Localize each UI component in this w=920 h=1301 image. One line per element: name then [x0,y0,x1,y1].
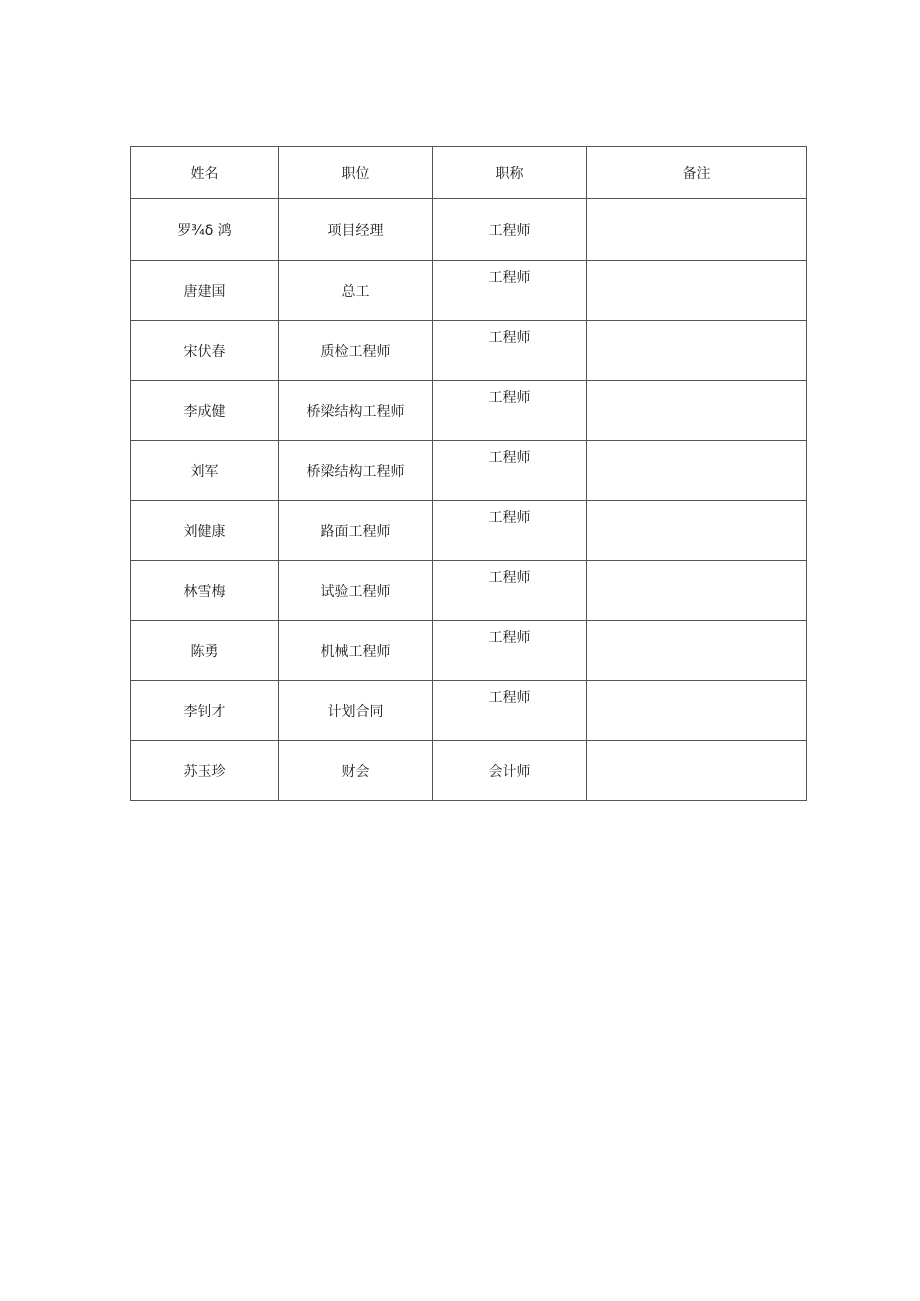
cell-position: 桥梁结构工程师 [279,441,433,501]
cell-position: 计划合同 [279,681,433,741]
table-row [131,261,807,321]
cell-title: 工程师 [433,199,587,261]
cell-remark [587,381,807,441]
cell-title: 工程师 [433,261,587,321]
cell-remark [587,741,807,801]
cell-position: 质检工程师 [279,321,433,381]
cell-title: 会计师 [433,741,587,801]
cell-name: 陈勇 [131,621,279,681]
cell-name: 苏玉珍 [131,741,279,801]
cell-title: 工程师 [433,321,587,381]
cell-title: 工程师 [433,441,587,501]
cell-remark [587,621,807,681]
cell-title: 工程师 [433,501,587,561]
cell-position: 试验工程师 [279,561,433,621]
cell-remark [587,321,807,381]
header-row [131,147,807,199]
header-remark: 备注 [587,147,807,199]
cell-position: 路面工程师 [279,501,433,561]
cell-title: 工程师 [433,381,587,441]
table-row [131,681,807,741]
table-row [131,199,807,261]
cell-remark [587,199,807,261]
cell-name: 罗¾δ 鸿 [131,199,279,261]
cell-name: 刘健康 [131,501,279,561]
table-row [131,501,807,561]
table-row [131,381,807,441]
cell-position: 项目经理 [279,199,433,261]
cell-title: 工程师 [433,681,587,741]
cell-position: 桥梁结构工程师 [279,381,433,441]
cell-position: 总工 [279,261,433,321]
table-row [131,441,807,501]
cell-name: 李成健 [131,381,279,441]
table-row [131,561,807,621]
cell-title: 工程师 [433,561,587,621]
cell-remark [587,261,807,321]
header-name: 姓名 [131,147,279,199]
cell-name: 刘军 [131,441,279,501]
cell-remark [587,561,807,621]
header-title: 职称 [433,147,587,199]
cell-title: 工程师 [433,621,587,681]
header-position: 职位 [279,147,433,199]
cell-name: 宋伏春 [131,321,279,381]
cell-remark [587,501,807,561]
cell-name: 李钊才 [131,681,279,741]
table-row [131,621,807,681]
cell-name: 唐建国 [131,261,279,321]
staff-table [130,146,807,801]
cell-remark [587,681,807,741]
table-row [131,321,807,381]
table-row [131,741,807,801]
cell-position: 财会 [279,741,433,801]
cell-remark [587,441,807,501]
cell-name: 林雪梅 [131,561,279,621]
cell-position: 机械工程师 [279,621,433,681]
